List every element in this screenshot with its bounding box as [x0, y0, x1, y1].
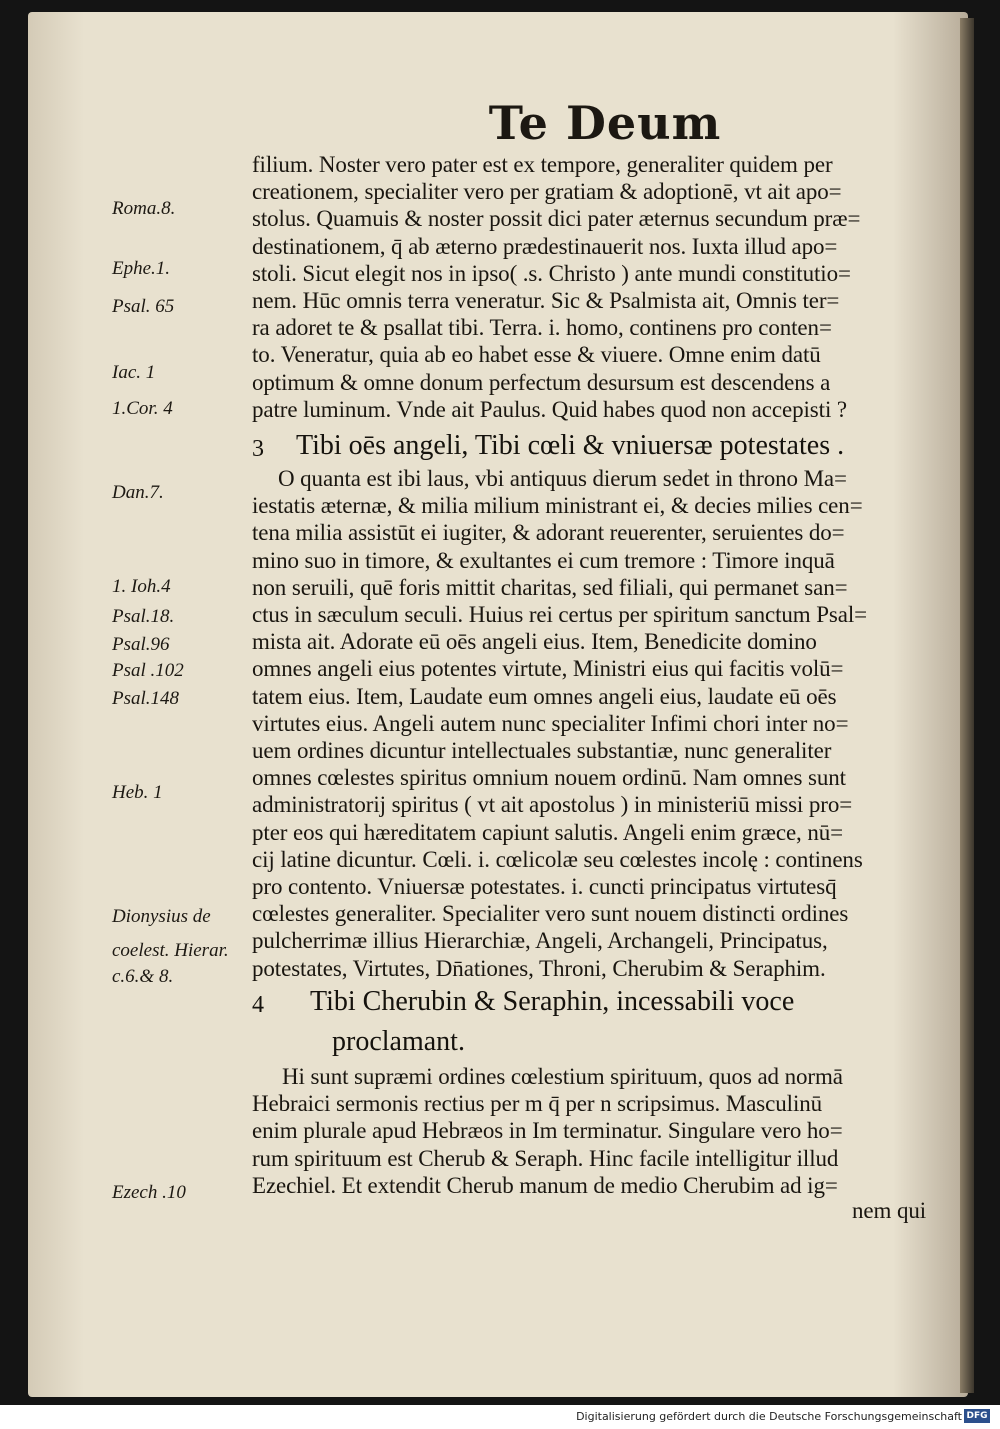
margin-note: c.6.& 8.	[112, 966, 174, 987]
margin-note: coelest. Hierar.	[112, 940, 229, 961]
margin-note: Psal.96	[112, 634, 170, 655]
page-edge	[960, 18, 974, 1393]
running-head: Te Deum	[488, 96, 722, 150]
margin-note: Roma.8.	[112, 198, 176, 219]
body-line: pro contento. Vniuersæ potestates. i. cuncti principatus virtutesq̄	[252, 874, 837, 899]
margin-note: Psal .102	[112, 660, 184, 681]
body-line: Hi sunt supræmi ordines cœlestium spirituum, quos ad normā	[282, 1064, 843, 1089]
body-line: non seruili, quē foris mittit charitas, sed filiali, qui permanet san=	[252, 574, 848, 600]
verse-number: 4	[252, 992, 264, 1018]
body-line: O quanta est ibi laus, vbi antiquus dierum sedet in throno Ma=	[278, 466, 847, 491]
body-line: patre luminum. Vnde ait Paulus. Quid habes quod non accepisti ?	[252, 396, 847, 422]
body-line: filium. Noster vero pater est ex tempore, generaliter quidem per	[252, 152, 833, 177]
footer-bar	[0, 1405, 1000, 1429]
body-line: ctus in sæculum seculi. Huius rei certus per spiritum sanctum Psal=	[252, 602, 868, 627]
body-line: pulcherrimæ illius Hierarchiæ, Angeli, Archangeli, Principatus,	[252, 928, 828, 954]
footer-credit: Digitalisierung gefördert durch die Deutsche Forschungsgemeinschaft	[576, 1410, 962, 1423]
body-line: uem ordines dicuntur intellectuales substantiæ, nunc generaliter	[252, 738, 832, 763]
body-line: cœlestes generaliter. Specialiter vero sunt nouem distincti ordines	[252, 901, 849, 927]
body-line: mista ait. Adorate eū oēs angeli eius. Item, Benedicite domino	[252, 629, 817, 655]
catchword: nem qui	[852, 1198, 927, 1223]
body-line: potestates, Virtutes, Dn̄ationes, Throni, Cherubim & Seraphim.	[252, 955, 826, 981]
body-line: ra adoret te & psallat tibi. Terra. i. homo, continens pro conten=	[252, 315, 832, 341]
body-line: tatem eius. Item, Laudate eum omnes angeli eius, laudate eū oēs	[252, 683, 837, 709]
margin-note: Dan.7.	[112, 482, 164, 503]
verse-number: 3	[252, 436, 264, 462]
margin-note: Ezech .10	[112, 1182, 186, 1203]
body-line: destinationem, q̄ ab æterno prædestinauerit nos. Iuxta illud apo=	[252, 233, 838, 259]
margin-note: Dionysius de	[112, 906, 211, 927]
body-line: pter eos qui hæreditatem capiunt salutis. Angeli enim græce, nū=	[252, 819, 844, 845]
body-line: omnes cœlestes spiritus omnium nouem ordinū. Nam omnes sunt	[252, 765, 846, 791]
body-line: enim plurale apud Hebræos in Im terminatur. Singulare vero ho=	[252, 1118, 843, 1144]
margin-note: 1.Cor. 4	[112, 398, 173, 419]
margin-note: Iac. 1	[112, 362, 156, 383]
body-line: to. Veneratur, quia ab eo habet esse & viuere. Omne enim datū	[252, 342, 821, 368]
body-line: creationem, specialiter vero per gratiam & adoptionē, vt ait apo=	[252, 179, 842, 205]
margin-note: Psal.148	[112, 688, 180, 709]
body-line: Hebraici sermonis rectius per m q̄ per n scripsimus. Masculinū	[252, 1091, 823, 1117]
dfg-logo: DFG	[964, 1409, 990, 1423]
body-line: rum spirituum est Cherub & Seraph. Hinc facile intelligitur illud	[252, 1145, 839, 1171]
body-line: stoli. Sicut elegit nos in ipso( .s. Christo ) ante mundi constitutio=	[252, 260, 851, 286]
verse-heading: Tibi Cherubin & Seraphin, incessabili voce	[310, 986, 795, 1017]
body-line: stolus. Quamuis & noster possit dici pater æternus secundum præ=	[252, 206, 861, 232]
body-line: optimum & omne donum perfectum desursum est descendens a	[252, 369, 831, 395]
margin-note: Psal. 65	[112, 296, 175, 317]
margin-note: Psal.18.	[112, 606, 175, 627]
body-line: cij latine dicuntur. Cœli. i. cœlicolæ seu cœlestes incolę : continens	[252, 846, 863, 872]
body-line: administratorij spiritus ( vt ait apostolus ) in ministeriū missi pro=	[252, 792, 853, 818]
margin-note: 1. Ioh.4	[112, 576, 171, 597]
margin-note: Ephe.1.	[112, 258, 171, 279]
body-line: mino suo in timore, & exultantes ei cum tremore : Timore inquā	[252, 547, 835, 573]
body-line: virtutes eius. Angeli autem nunc specialiter Infimi chori inter no=	[252, 710, 849, 736]
margin-note: Heb. 1	[112, 782, 163, 803]
body-line: omnes angeli eius potentes virtute, Ministri eius qui facitis volū=	[252, 656, 844, 682]
body-line: tena milia assistūt ei iugiter, & adorant reuerenter, seruientes do=	[252, 520, 845, 546]
body-line: nem. Hūc omnis terra veneratur. Sic & Psalmista ait, Omnis ter=	[252, 288, 840, 313]
verse-heading: Tibi oēs angeli, Tibi cœli & vniuersæ potestates .	[296, 430, 845, 461]
body-line: Ezechiel. Et extendit Cherub manum de medio Cherubim ad ig=	[252, 1172, 838, 1198]
body-line: iestatis æternæ, & milia milium ministrant ei, & decies milies cen=	[252, 493, 863, 519]
verse-heading: proclamant.	[332, 1026, 465, 1057]
